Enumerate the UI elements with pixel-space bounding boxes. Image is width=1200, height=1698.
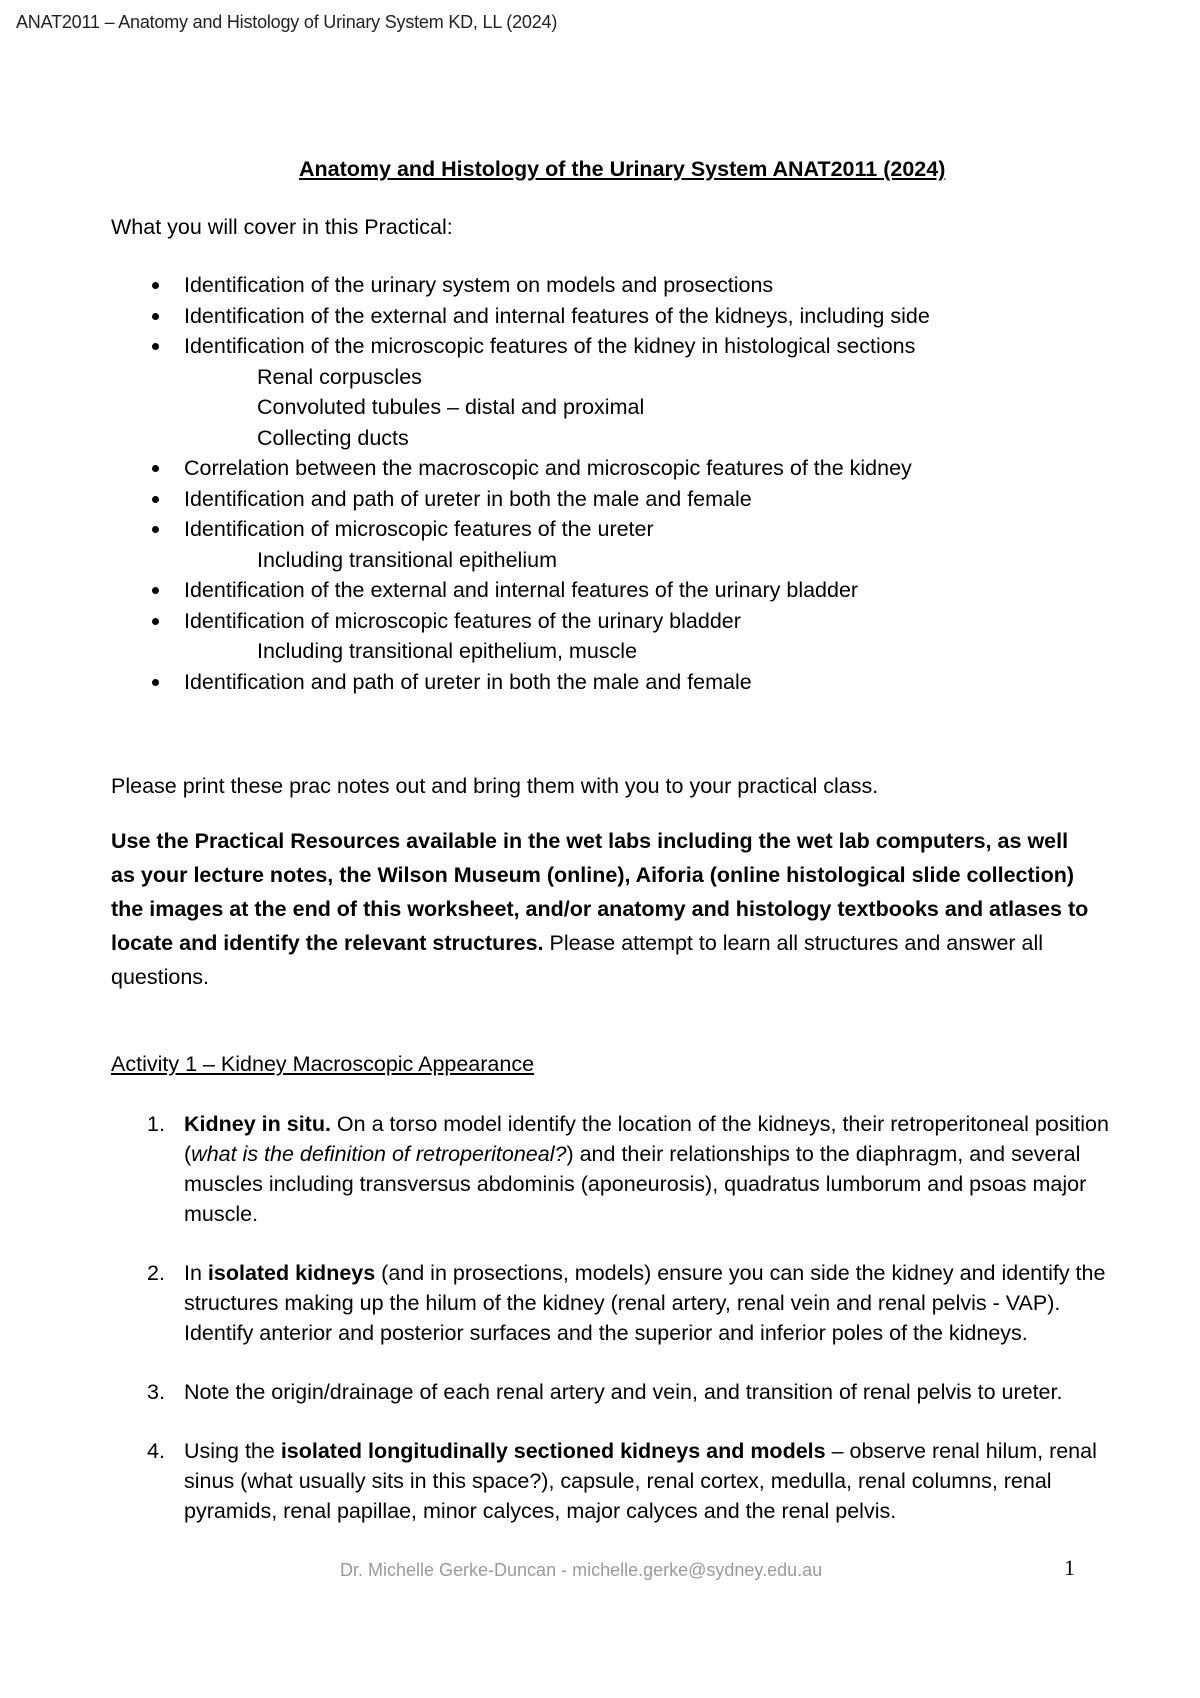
bullet-dot-icon bbox=[152, 465, 159, 472]
bullet-subitem bbox=[111, 392, 1121, 423]
step-text: Using the bbox=[184, 1439, 281, 1463]
bullet-subitem-text: Including transitional epithelium bbox=[257, 547, 557, 572]
bullet-item bbox=[111, 331, 1121, 362]
step-text: In bbox=[184, 1261, 208, 1285]
print-notice: Please print these prac notes out and bring them with you to your practical class. bbox=[111, 774, 879, 798]
activity-heading: Activity 1 – Kidney Macroscopic Appearance bbox=[111, 1052, 535, 1076]
step-bold-text: isolated longitudinally sectioned kidneys and models bbox=[280, 1439, 826, 1463]
bullet-dot-icon bbox=[152, 313, 159, 320]
step-text: On a torso model identify the location of the kidneys, their retroperitoneal position ( bbox=[184, 1112, 1109, 1166]
bullet-dot-icon bbox=[152, 526, 159, 533]
bullet-dot-icon bbox=[152, 618, 159, 625]
activity-step bbox=[111, 1258, 1121, 1348]
step-text: Note the origin/drainage of each renal artery and vein, and transition of renal pelvis to ureter. bbox=[184, 1380, 1063, 1404]
bullet-subitem-text: Including transitional epithelium, muscle bbox=[257, 639, 638, 663]
bullet-dot-icon bbox=[152, 679, 159, 686]
resources-normal-text: Please attempt to learn all structures and answer all questions. bbox=[111, 931, 1044, 989]
activity-step bbox=[111, 1436, 1121, 1526]
bullet-item bbox=[111, 667, 1121, 698]
step-text: (and in prosections, models) ensure you can side the kidney and identify the structures making up the hilum of the kidney (renal artery, renal vein and renal pelvis - VAP). Identify anterior and posterior surfaces and the superior and inferior poles of the kidneys. bbox=[184, 1261, 1106, 1345]
bullet-item bbox=[111, 301, 1121, 332]
running-header: ANAT2011 – Anatomy and Histology of Urinary System KD, LL (2024) bbox=[16, 12, 558, 32]
bullet-text: Identification of the microscopic features of the kidney in histological sections bbox=[184, 334, 916, 358]
bullet-dot-icon bbox=[152, 343, 159, 350]
activity-step bbox=[111, 1377, 1121, 1407]
step-number: 2. bbox=[147, 1261, 165, 1285]
step-number: 1. bbox=[147, 1112, 165, 1136]
bullet-item bbox=[111, 514, 1121, 545]
bullet-subitem bbox=[111, 362, 1121, 393]
step-number: 3. bbox=[147, 1380, 165, 1404]
activity-step bbox=[111, 1109, 1121, 1229]
bullet-text: Correlation between the macroscopic and microscopic features of the kidney bbox=[184, 456, 912, 480]
bullet-text: Identification of the urinary system on models and prosections bbox=[184, 273, 774, 297]
bullet-item bbox=[111, 575, 1121, 606]
footer-author: Dr. Michelle Gerke-Duncan - michelle.gerke@sydney.edu.au bbox=[340, 1560, 823, 1580]
bullet-subitem bbox=[111, 545, 1121, 576]
coverage-list bbox=[111, 270, 1121, 697]
bullet-item bbox=[111, 453, 1121, 484]
resources-bold-text: Use the Practical Resources available in the wet labs including the wet lab computers, as well as your lecture notes, the Wilson Museum (online), Aiforia (online histological slide collection) the images at the end of this worksheet, and/or anatomy and histology textbooks and atlases to locate and identify the relevant structures. bbox=[111, 829, 1089, 955]
step-bold-text: isolated kidneys bbox=[207, 1261, 376, 1285]
bullet-subitem bbox=[111, 636, 1121, 667]
bullet-subitem bbox=[111, 423, 1121, 454]
bullet-text: Identification of the external and internal features of the kidneys, including side bbox=[184, 303, 930, 328]
document-title: Anatomy and Histology of the Urinary System ANAT2011 (2024) bbox=[299, 157, 946, 181]
bullet-text: Identification of microscopic features of the urinary bladder bbox=[184, 608, 741, 633]
step-bold-text: Kidney in situ. bbox=[184, 1112, 331, 1136]
bullet-text: Identification and path of ureter in both the male and female bbox=[184, 669, 752, 694]
page-number: 1 bbox=[1064, 1555, 1075, 1580]
intro-text: What you will cover in this Practical: bbox=[111, 215, 453, 239]
bullet-dot-icon bbox=[152, 496, 159, 503]
bullet-text: Identification of the external and internal features of the urinary bladder bbox=[184, 578, 859, 602]
bullet-dot-icon bbox=[152, 282, 159, 289]
bullet-text: Identification and path of ureter in both the male and female bbox=[184, 486, 752, 511]
bullet-item bbox=[111, 484, 1121, 515]
step-text: – observe renal hilum, renal sinus (what usually sits in this space?), capsule, renal cortex, medulla, renal columns, renal pyramids, renal papillae, minor calyces, major calyces and the renal pelvis. bbox=[184, 1439, 1097, 1523]
bullet-dot-icon bbox=[152, 587, 159, 594]
activity-steps bbox=[111, 1109, 1121, 1555]
bullet-text: Identification of microscopic features of the ureter bbox=[184, 517, 654, 541]
bullet-subitem-text: Renal corpuscles bbox=[257, 364, 422, 389]
bullet-subitem-text: Collecting ducts bbox=[257, 425, 409, 450]
bullet-subitem-text: Convoluted tubules – distal and proximal bbox=[257, 395, 645, 419]
step-italic-text: what is the definition of retroperitoneal? bbox=[191, 1142, 567, 1166]
resources-paragraph bbox=[111, 824, 1091, 994]
step-text: ) and their relationships to the diaphragm, and several muscles including transversus abdominis (aponeurosis), quadratus lumborum and psoas major muscle. bbox=[184, 1142, 1087, 1226]
bullet-item bbox=[111, 606, 1121, 637]
step-number: 4. bbox=[147, 1439, 165, 1463]
bullet-item bbox=[111, 270, 1121, 301]
